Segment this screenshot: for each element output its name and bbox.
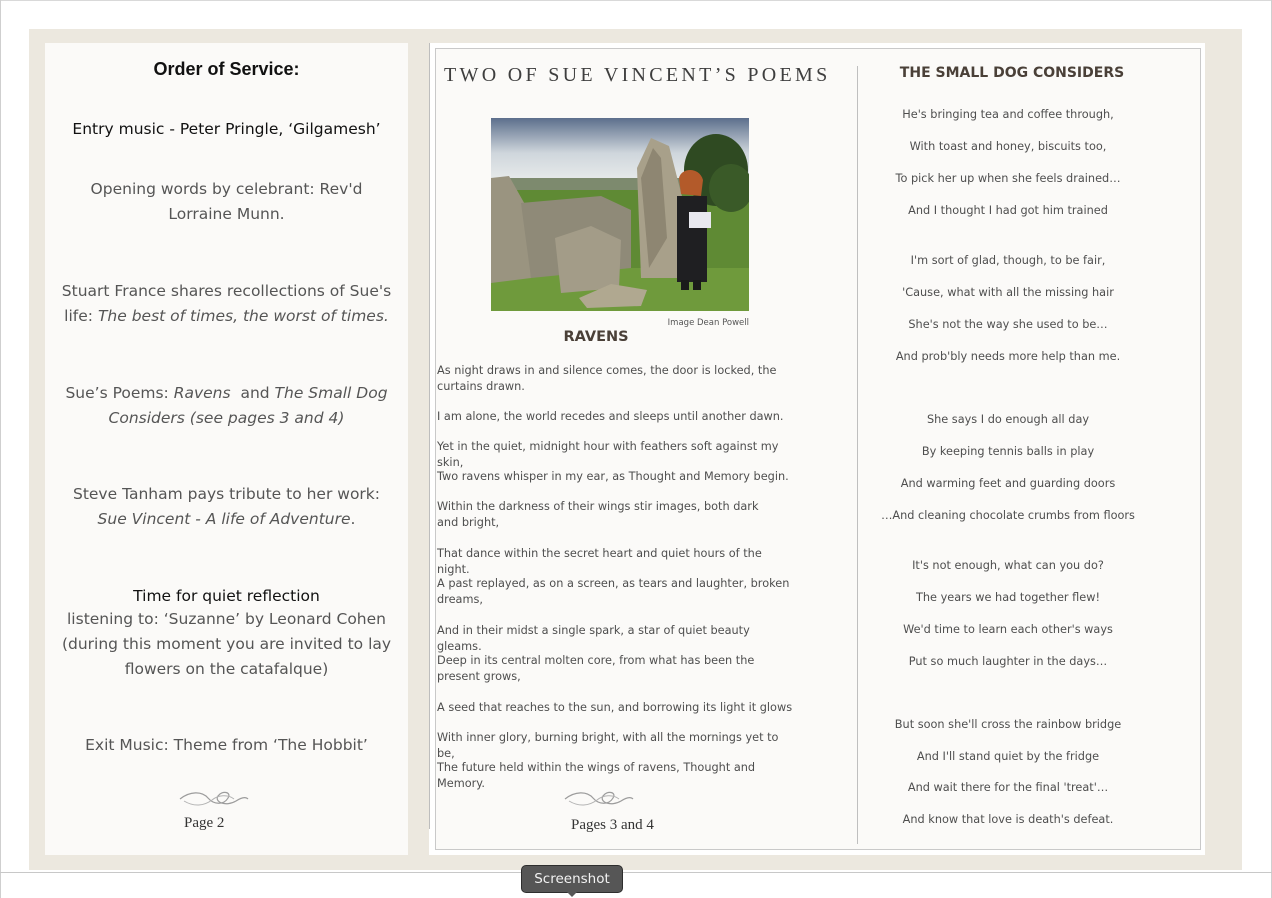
standing-stones-photo: [491, 118, 749, 311]
window-bottom-border: [0, 872, 1272, 873]
small-dog-line: I'm sort of glad, though, to be fair,: [910, 254, 1106, 267]
page-number: Pages 3 and 4: [571, 817, 654, 833]
photo-credit: Image Dean Powell: [667, 318, 749, 328]
exit-music: Exit Music: Theme from ‘The Hobbit’: [85, 736, 368, 754]
small-dog-title: THE SMALL DOG CONSIDERS: [899, 65, 1125, 81]
small-dog-line: It's not enough, what can you do?: [912, 559, 1104, 572]
ravens-line: As night draws in and silence comes, the door is locked, the curtains drawn.: [437, 364, 777, 393]
screenshot-tooltip: Screenshot: [521, 865, 623, 893]
tooltip-arrow: [566, 891, 578, 897]
ravens-line: I am alone, the world recedes and sleeps until another dawn.: [437, 410, 784, 423]
ravens-line: Two ravens whisper in my ear, as Thought and Memory begin.: [437, 470, 789, 483]
page-2: [45, 43, 408, 855]
small-dog-line: And wait there for the final 'treat'…: [907, 781, 1109, 794]
small-dog-line: With toast and honey, biscuits too,: [909, 140, 1107, 153]
ravens-line: A seed that reaches to the sun, and borrowing its light it glows: [437, 701, 793, 714]
small-dog-line: And I'll stand quiet by the fridge: [916, 750, 1100, 763]
window-top-border: [0, 0, 1272, 1]
poems-page-title: TWO OF SUE VINCENT’S POEMS: [444, 64, 831, 86]
ravens-line: With inner glory, burning bright, with all the mornings yet to be,: [437, 731, 779, 760]
ravens-line: That dance within the secret heart and quiet hours of the night.: [437, 547, 762, 576]
small-dog-line: And know that love is death's defeat.: [902, 813, 1114, 826]
flourish-ornament-icon: [178, 788, 250, 810]
ravens-line: Within the darkness of their wings stir images, both dark and bright,: [437, 500, 759, 529]
ravens-line: Yet in the quiet, midnight hour with feathers soft against my skin,: [437, 440, 779, 469]
page-number: Page 2: [184, 815, 225, 831]
ravens-line: The future held within the wings of ravens, Thought and Memory.: [437, 761, 756, 790]
small-dog-line: To pick her up when she feels drained…: [895, 172, 1121, 185]
small-dog-line: …And cleaning chocolate crumbs from floors: [881, 509, 1135, 522]
small-dog-line: By keeping tennis balls in play: [921, 445, 1095, 458]
entry-music: Entry music - Peter Pringle, ‘Gilgamesh’: [72, 120, 381, 138]
ravens-line: A past replayed, as on a screen, as tears and laughter, broken dreams,: [437, 577, 790, 606]
flourish-ornament-icon: [563, 788, 635, 810]
quiet-reflection-body: listening to: ‘Suzanne’ by Leonard Cohen (during this moment you are invited to lay flowers on the catafalque): [61, 610, 392, 678]
page-edge-shadow: [429, 43, 430, 829]
small-dog-line: We'd time to learn each other's ways: [903, 623, 1113, 636]
small-dog-line: The years we had together flew!: [916, 591, 1100, 604]
order-of-service-title: Order of Service:: [153, 59, 300, 79]
small-dog-line: 'Cause, what with all the missing hair: [902, 286, 1114, 299]
small-dog-line: And I thought I had got him trained: [908, 204, 1108, 217]
ravens-title: RAVENS: [563, 329, 629, 345]
steve-tribute: Steve Tanham pays tribute to her work: Sue Vincent - A life of Adventure.: [72, 485, 380, 528]
small-dog-line: And prob'bly needs more help than me.: [895, 350, 1121, 363]
opening-words: Opening words by celebrant: Rev'd Lorraine Munn.: [90, 180, 363, 223]
small-dog-line: She says I do enough all day: [926, 413, 1090, 426]
small-dog-line: But soon she'll cross the rainbow bridge: [894, 718, 1122, 731]
ravens-line: Deep in its central molten core, from what has been the present grows,: [437, 654, 755, 683]
small-dog-line: He's bringing tea and coffee through,: [902, 108, 1114, 121]
ravens-line: And in their midst a single spark, a star of quiet beauty gleams.: [437, 624, 750, 653]
quiet-reflection-title: Time for quiet reflection: [133, 587, 320, 605]
small-dog-line: And warming feet and guarding doors: [900, 477, 1116, 490]
column-divider: [857, 66, 858, 844]
small-dog-line: Put so much laughter in the days…: [908, 655, 1108, 668]
small-dog-line: She's not the way she used to be…: [908, 318, 1108, 331]
window-left-border: [0, 0, 1, 898]
stuart-recollections: Stuart France shares recollections of Sue's life: The best of times, the worst of times.: [61, 282, 392, 325]
sues-poems: Sue’s Poems: Ravens and The Small Dog Considers (see pages 3 and 4): [65, 384, 388, 427]
sue-vincent-photo: [491, 118, 749, 311]
